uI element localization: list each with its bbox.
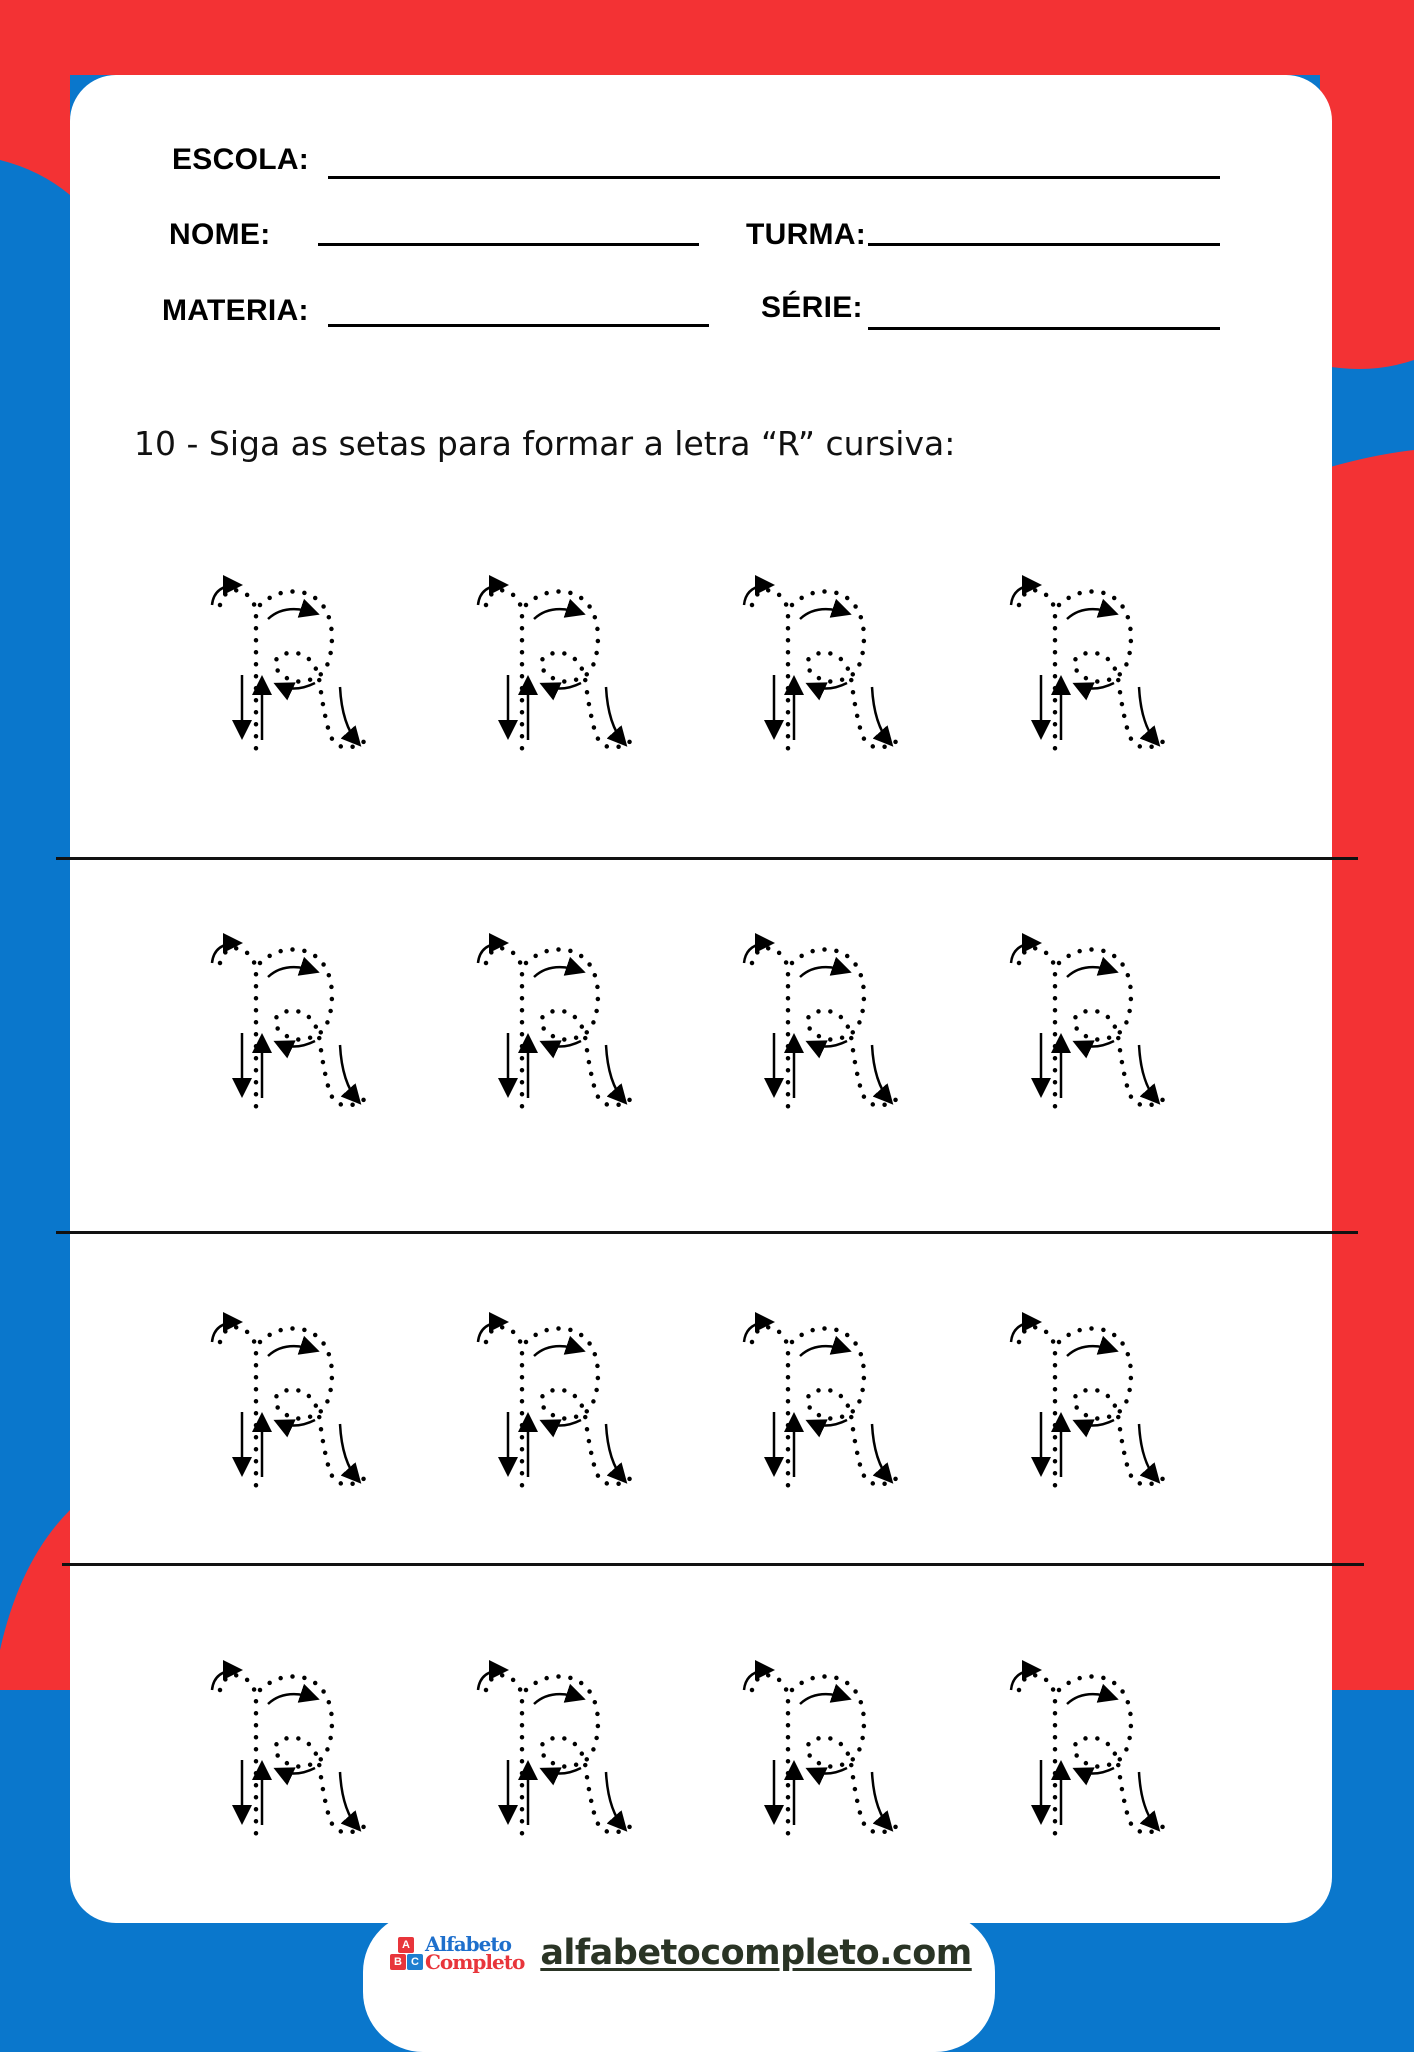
tracing-row-4 (0, 1650, 1414, 1850)
abc-blocks-icon (390, 1937, 423, 1970)
materia-label: MATERIA: (162, 294, 309, 327)
tracing-letter-r (999, 923, 1189, 1123)
tracing-row-1 (0, 565, 1414, 765)
footer (390, 1925, 972, 1981)
serie-input-line[interactable] (868, 327, 1220, 330)
nome-input-line[interactable] (318, 243, 699, 246)
tracing-row-3 (0, 1302, 1414, 1502)
row-divider (56, 857, 1358, 860)
tracing-letter-r (999, 1650, 1189, 1850)
site-link[interactable]: alfabetocompleto.com (540, 1933, 972, 1973)
materia-input-line[interactable] (328, 324, 709, 327)
tracing-letter-r (466, 923, 656, 1123)
turma-label: TURMA: (746, 218, 867, 251)
tracing-letter-r (732, 565, 922, 765)
row-divider (56, 1231, 1358, 1234)
logo-block-c: C (407, 1954, 423, 1970)
logo-word-completo: Completo (425, 1950, 525, 1974)
escola-input-line[interactable] (328, 176, 1220, 179)
tracing-letter-r (200, 565, 390, 765)
row-divider (62, 1563, 1364, 1566)
logo-word-alfabeto: Alfabeto (425, 1932, 511, 1956)
escola-label: ESCOLA: (172, 143, 310, 176)
tracing-letter-r (466, 1650, 656, 1850)
tracing-letter-r (999, 1302, 1189, 1502)
tracing-letter-r (732, 1302, 922, 1502)
turma-input-line[interactable] (868, 243, 1220, 246)
tracing-letter-r (466, 1302, 656, 1502)
tracing-letter-r (200, 923, 390, 1123)
tracing-letter-r (732, 923, 922, 1123)
tracing-letter-r (200, 1302, 390, 1502)
tracing-letter-r (466, 565, 656, 765)
logo-block-b: B (390, 1954, 406, 1970)
instruction-text: 10 - Siga as setas para formar a letra “R” cursiva: (134, 424, 956, 463)
tracing-row-2 (0, 923, 1414, 1123)
nome-label: NOME: (169, 218, 271, 251)
tracing-letter-r (732, 1650, 922, 1850)
serie-label: SÉRIE: (761, 291, 863, 324)
alfabeto-completo-logo (390, 1932, 525, 1974)
tracing-letter-r (200, 1650, 390, 1850)
logo-block-a: A (398, 1937, 414, 1953)
tracing-letter-r (999, 565, 1189, 765)
